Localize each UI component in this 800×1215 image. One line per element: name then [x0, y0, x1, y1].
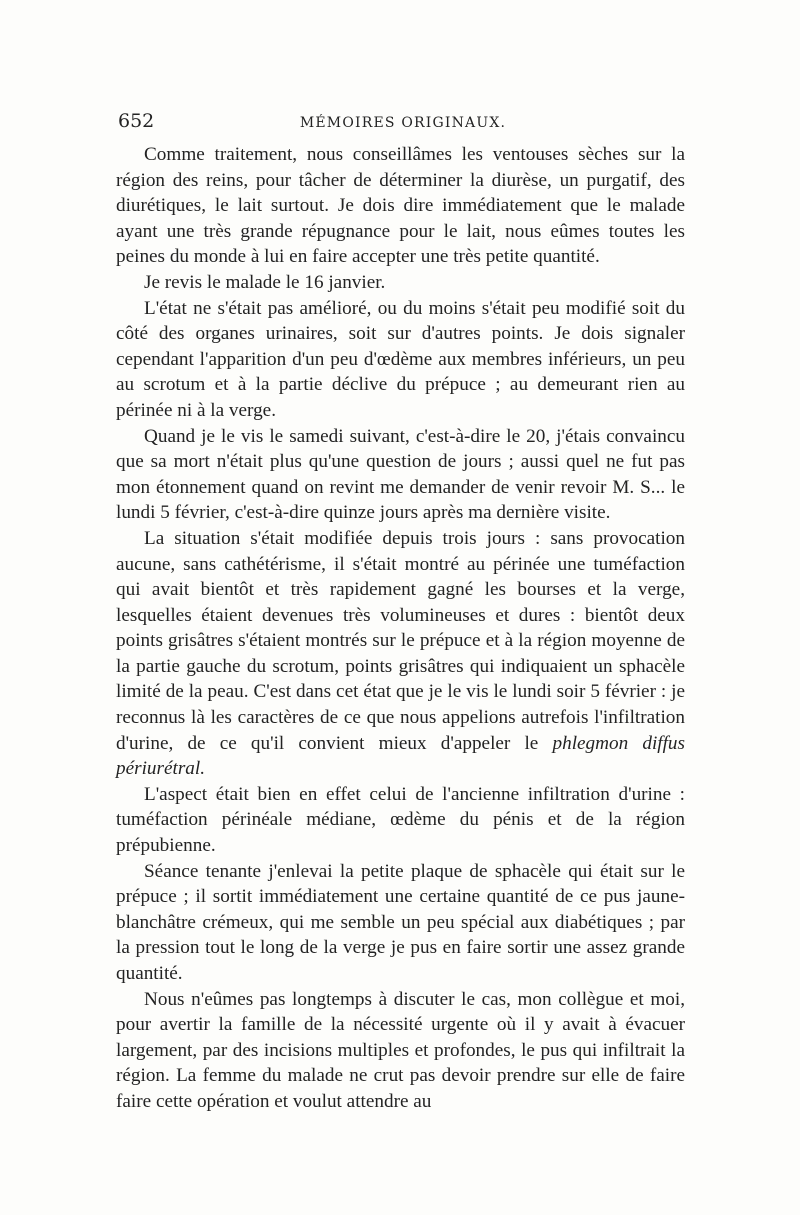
page-header [118, 110, 688, 140]
page-number: 652 [118, 110, 155, 132]
paragraph-4: Quand je le vis le samedi suivant, c'est-à-dire le 20, j'étais convaincu que sa mort n'était plus qu'une question de jours ; aussi quel ne fut pas mon étonnement quand on revint me demander de venir revoir M. S... le lundi 5 février, c'est-à-dire quinze jours après ma dernière visite. [116, 425, 685, 524]
paragraph-8: Nous n'eûmes pas longtemps à discuter le cas, mon collègue et moi, pour avertir la famille de la nécessité urgente où il y avait à évacuer largement, par des incisions multiples et profondes, le pus qui infiltrait la région. La femme du malade ne crut pas devoir prendre sur elle de faire faire cette opération et voulut attendre au [116, 988, 685, 1112]
italic-term: phlegmon diffus périurétral. [116, 732, 685, 780]
paragraph-6: L'aspect était bien en effet celui de l'ancienne infiltration d'urine : tuméfaction périnéale médiane, œdème du pénis et de la région prépubienne. [116, 783, 685, 857]
paragraph-5 [116, 526, 685, 782]
paragraph-2: Je revis le malade le 16 janvier. [144, 271, 386, 293]
paragraph-5-text: La situation s'était modifiée depuis trois jours : sans provocation aucune, sans cathétérisme, il s'était montré au périnée une tuméfaction qui avait bientôt et très rapidement gagné les bourses et la verge, lesquelles étaient devenues très volumineuses et dures : bientôt deux points grisâtres s'étaient montrés sur le prépuce et à la région moyenne de la partie gauche du scrotum, points grisâtres qui indiquaient un sphacèle limité de la peau. C'est dans cet état que je le vis le lundi soir 5 février : je reconnus là les caractères de ce que nous appelions autrefois l'infiltration d'urine, de ce qu'il convient mieux d'appeler le [116, 527, 685, 754]
paragraph-7: Séance tenante j'enlevai la petite plaque de sphacèle qui était sur le prépuce ; il sortit immédiatement une certaine quantité de ce pus jaune-blanchâtre crémeux, qui me semble un peu spécial aux diabétiques ; par la pression tout le long de la verge je pus en faire sortir une assez grande quantité. [116, 860, 685, 984]
running-head: MÉMOIRES ORIGINAUX. [299, 115, 507, 131]
body-text [116, 142, 685, 1115]
paragraph-3: L'état ne s'était pas amélioré, ou du moins s'était peu modifié soit du côté des organes urinaires, soit sur d'autres points. Je dois signaler cependant l'apparition d'un peu d'œdème aux membres inférieurs, un peu au scrotum et à la partie déclive du prépuce ; au demeurant rien au périnée ni à la verge. [116, 297, 685, 421]
paragraph-1: Comme traitement, nous conseillâmes les ventouses sèches sur la région des reins, pour tâcher de déterminer la diurèse, un purgatif, des diurétiques, le lait surtout. Je dois dire immédiatement que le malade ayant une très grande répugnance pour le lait, nous eûmes toutes les peines du monde à lui en faire accepter une très petite quantité. [116, 144, 685, 268]
